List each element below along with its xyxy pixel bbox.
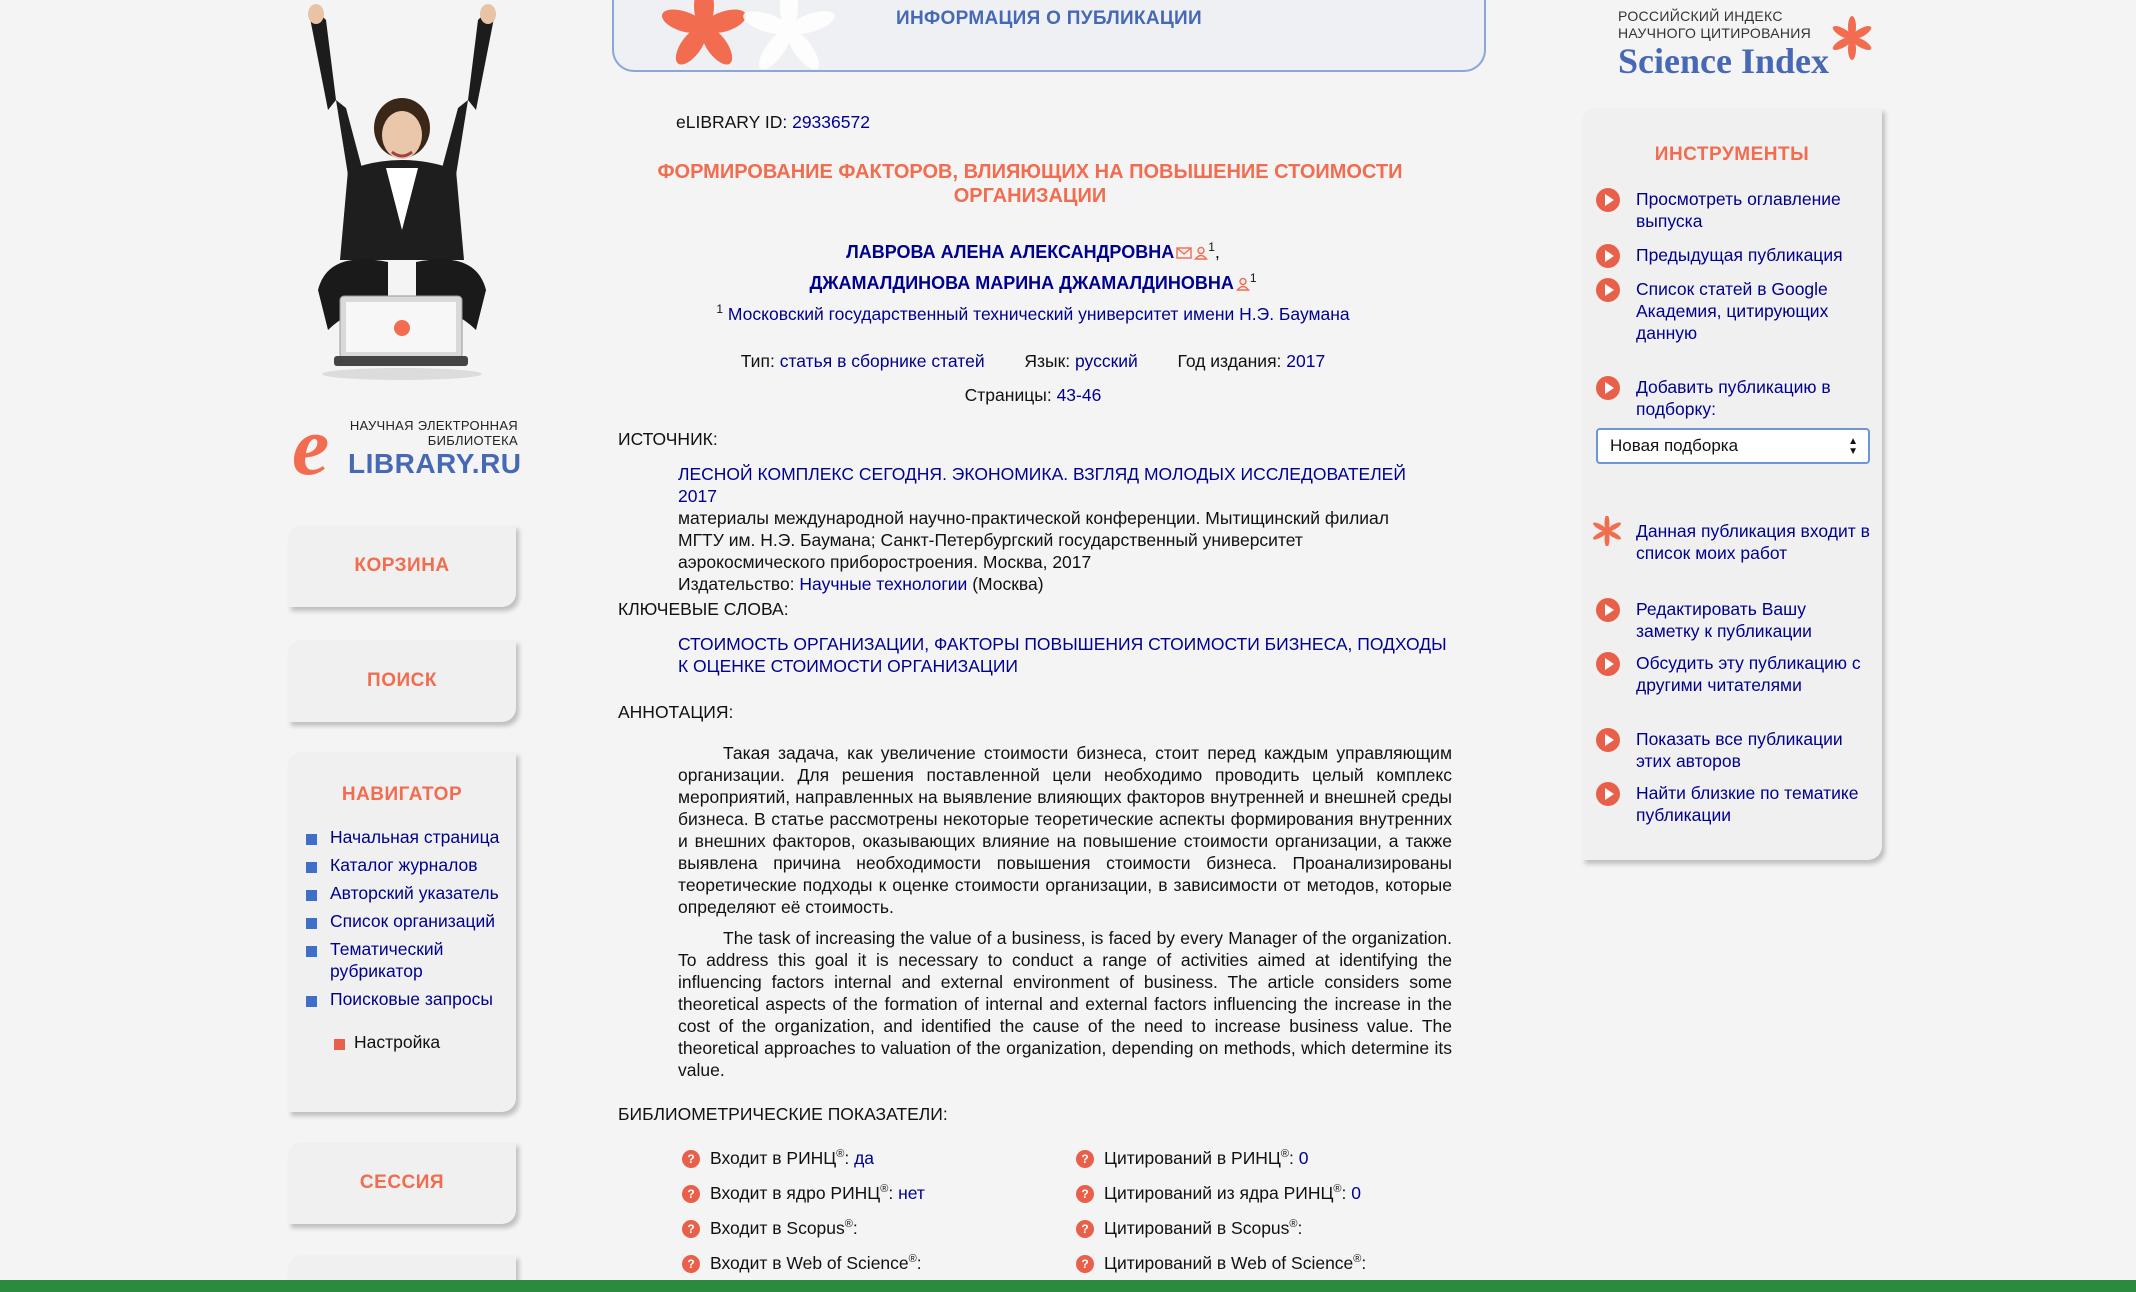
bib-value[interactable]: нет — [898, 1183, 925, 1203]
elibrary-logo-line1: НАУЧНАЯ ЭЛЕКТРОННАЯ — [349, 418, 518, 433]
collection-select[interactable] — [1596, 428, 1870, 464]
bib-value[interactable]: да — [854, 1148, 875, 1168]
tool-previous-publication[interactable] — [1636, 244, 1872, 266]
affiliation-sup: 1 — [716, 302, 724, 316]
bib-label: Входит в Scopus — [710, 1218, 845, 1238]
publisher-city: (Москва) — [972, 574, 1044, 594]
tool-label: Данная публикация входит в список моих работ — [1636, 521, 1870, 563]
select-arrows-icon: ▲ ▼ — [1848, 436, 1858, 457]
mail-icon[interactable] — [1176, 247, 1192, 259]
author-affiliation-sup: 1 — [1208, 240, 1215, 254]
bib-reg: ® — [1333, 1183, 1342, 1196]
help-icon[interactable]: ? — [1076, 1255, 1094, 1273]
help-icon[interactable]: ? — [682, 1255, 700, 1273]
abstract-en: The task of increasing the value of a business, is faced by every Manager of the organization. To address this goal it is necessary to conduct a range of activities aimed at identifying the influencing factors internal and external environment of business. The article considers some theoretical aspects of the formation of internal and external factors influencing the increase in the cost of the organization, and identified the cause of the need to increase business value. The theoretical approaches to valuation of the organization, depending on methods, which determine its value. — [678, 928, 1452, 1080]
bib-label: Входит в РИНЦ — [710, 1148, 837, 1168]
si-logo-line2: НАУЧНОГО ЦИТИРОВАНИЯ — [1618, 25, 1812, 41]
tool-google-scholar[interactable] — [1636, 278, 1872, 344]
nav-settings[interactable]: Настройка — [334, 1032, 516, 1053]
publication-info-header — [612, 0, 1486, 72]
navigator-list — [306, 826, 516, 1010]
arrow-right-icon — [1596, 278, 1620, 302]
bib-colon: : — [1341, 1183, 1347, 1203]
tool-label: Найти близкие по тематике публикации — [1636, 783, 1859, 825]
help-icon[interactable]: ? — [1076, 1220, 1094, 1238]
bib-value[interactable]: 0 — [1351, 1183, 1361, 1203]
bib-colon: : — [852, 1218, 858, 1238]
tool-label: Обсудить эту публикацию с другими читателями — [1636, 653, 1861, 695]
si-logo-line1: РОССИЙСКИЙ ИНДЕКС — [1618, 8, 1783, 24]
arrow-right-icon — [1596, 652, 1620, 676]
navigator-title: НАВИГАТОР — [341, 784, 463, 805]
authors-block — [618, 234, 1448, 296]
author-profile-icon[interactable] — [1194, 246, 1208, 260]
lang-label: Язык: — [1024, 351, 1071, 371]
bib-cites-wos — [1076, 1253, 1366, 1274]
nav-item-label: Каталог журналов — [330, 855, 478, 875]
session-label: СЕССИЯ — [359, 1172, 445, 1193]
elibrary-id-label: eLIBRARY ID: — [676, 112, 788, 132]
bib-colon: : — [1289, 1148, 1294, 1168]
publisher-label: Издательство: — [678, 574, 795, 594]
bib-colon: : — [1361, 1253, 1367, 1273]
nav-item-label: Тематический рубрикатор — [330, 939, 444, 981]
lang-value[interactable]: русский — [1075, 351, 1138, 371]
pages — [618, 385, 1448, 406]
tools-title: ИНСТРУМЕНТЫ — [1654, 144, 1810, 165]
arrow-right-icon — [1596, 188, 1620, 212]
type-value[interactable]: статья в сборнике статей — [779, 351, 985, 371]
tool-view-toc[interactable] — [1636, 188, 1872, 232]
tool-label: Просмотреть оглавление выпуска — [1636, 189, 1841, 231]
bib-reg: ® — [844, 1218, 853, 1231]
arrow-right-icon — [1596, 782, 1620, 806]
abstract-ru: Такая задача, как увеличение стоимости бизнеса, стоит перед каждым управляющим организации. Для решения поставленной цели необходимо проводить целый комплекс мероприятий, направленных на выявление влияющих факторов внутренней и внешней среды бизнеса. В статье рассмотрены некоторые теоретические аспекты формирования внутренних и внешних факторов, оказывающих влияние на повышение стоимости организации, а также выявлена причина необходимости повышения стоимости бизнеса. Проанализированы теоретические подходы к оценке стоимости организации, в зависимости от методов, которые определяют её стоимость. — [678, 743, 1452, 917]
cart-button[interactable] — [288, 525, 516, 607]
pages-value[interactable]: 43-46 — [1056, 385, 1102, 405]
keywords-heading: КЛЮЧЕВЫЕ СЛОВА: — [618, 599, 789, 619]
bib-colon: : — [844, 1148, 850, 1168]
publisher-name[interactable]: Научные технологии — [799, 574, 968, 594]
bib-label: Цитирований в Web of Science — [1104, 1253, 1354, 1273]
nav-item-authors[interactable] — [306, 882, 516, 904]
bib-colon: : — [916, 1253, 922, 1273]
tool-similar-publications[interactable] — [1636, 782, 1872, 826]
affiliation — [618, 302, 1448, 325]
author-row — [618, 265, 1448, 296]
publication-title: ФОРМИРОВАНИЕ ФАКТОРОВ, ВЛИЯЮЩИХ НА ПОВЫШЕНИЕ СТОИМОСТИ ОРГАНИЗАЦИИ — [657, 161, 1403, 207]
bib-reg: ® — [908, 1253, 917, 1266]
cart-label: КОРЗИНА — [354, 555, 450, 576]
navigator-panel — [288, 752, 516, 1112]
bibliometrics-heading: БИБЛИОМЕТРИЧЕСКИЕ ПОКАЗАТЕЛИ: — [618, 1104, 948, 1124]
year-value[interactable]: 2017 — [1286, 351, 1326, 371]
arrow-right-icon — [1596, 244, 1620, 268]
header-title: ИНФОРМАЦИЯ О ПУБЛИКАЦИИ — [896, 8, 1202, 29]
source-title[interactable]: ЛЕСНОЙ КОМПЛЕКС СЕГОДНЯ. ЭКОНОМИКА. ВЗГЛЯД МОЛОДЫХ ИССЛЕДОВАТЕЛЕЙ 2017 — [678, 464, 1406, 506]
nav-item-rubricator[interactable] — [306, 938, 516, 982]
help-icon[interactable]: ? — [682, 1150, 700, 1168]
bib-in-scopus — [682, 1218, 858, 1239]
hero-image-woman-with-laptop — [288, 0, 516, 385]
search-button[interactable] — [288, 640, 516, 722]
search-label: ПОИСК — [367, 670, 437, 691]
science-index-logo[interactable] — [1618, 8, 1878, 83]
tools-panel — [1582, 108, 1882, 860]
tool-add-to-collection[interactable] — [1636, 376, 1872, 420]
source-heading: ИСТОЧНИК: — [618, 429, 718, 449]
help-icon[interactable]: ? — [1076, 1185, 1094, 1203]
author-separator: , — [1214, 242, 1220, 262]
nav-item-label: Авторский указатель — [330, 883, 499, 903]
elibrary-logo-brand: LIBRARY.RU — [348, 448, 522, 479]
arrow-right-icon — [1596, 728, 1620, 752]
keyword-link[interactable]: СТОИМОСТЬ ОРГАНИЗАЦИИ — [678, 634, 925, 654]
source-description: материалы международной научно-практической конференции. Мытищинский филиал МГТУ им. Н.Э. Баумана; Санкт-Петербургский государственный университет аэрокосмического приборостроения. Москва, 2017 — [678, 508, 1389, 572]
keyword-link[interactable]: ПОДХОДЫ К ОЦЕНКЕ СТОИМОСТИ ОРГАНИЗАЦИИ — [678, 634, 1447, 676]
help-icon[interactable]: ? — [1076, 1150, 1094, 1168]
elibrary-logo[interactable] — [292, 400, 522, 493]
si-star-icon — [1832, 16, 1872, 60]
collection-selected-value: Новая подборка — [1610, 436, 1739, 455]
author-name[interactable]: ДЖАМАЛДИНОВА МАРИНА ДЖАМАЛДИНОВНА — [809, 273, 1234, 293]
bib-reg: ® — [836, 1148, 845, 1161]
author-affiliation-sup: 1 — [1249, 271, 1257, 285]
nav-item-label: Список организаций — [330, 911, 496, 931]
tool-discuss[interactable] — [1636, 652, 1872, 696]
source-block — [678, 463, 1438, 595]
nav-item-journals[interactable] — [306, 854, 516, 876]
tool-label: Редактировать Вашу заметку к публикации — [1636, 599, 1812, 641]
bib-label: Цитирований в РИНЦ — [1104, 1148, 1281, 1168]
elibrary-id — [676, 112, 870, 133]
tool-author-publications[interactable] — [1636, 728, 1872, 772]
help-icon[interactable]: ? — [682, 1185, 700, 1203]
nav-item-organizations[interactable] — [306, 910, 516, 932]
help-icon[interactable]: ? — [682, 1220, 700, 1238]
bib-label: Входит в Web of Science — [710, 1253, 909, 1273]
bib-cites-scopus — [1076, 1218, 1302, 1239]
publication-meta — [618, 351, 1448, 372]
abstract-heading: АННОТАЦИЯ: — [618, 702, 734, 722]
nav-item-label: Поисковые запросы — [330, 989, 493, 1009]
arrow-right-icon — [1596, 376, 1620, 400]
bib-cites-rinc — [1076, 1148, 1308, 1169]
tool-label: Добавить публикацию в подборку: — [1636, 377, 1831, 419]
year-label: Год издания: — [1177, 351, 1282, 371]
source-publisher — [678, 573, 1438, 595]
bottom-status-bar — [0, 1280, 2136, 1292]
bib-cites-rinc-core — [1076, 1183, 1361, 1204]
keyword-separator: , — [924, 634, 934, 654]
tool-label: Список статей в Google Академия, цитирующих данную — [1636, 279, 1829, 343]
keywords-list — [678, 633, 1458, 677]
bib-reg: ® — [1289, 1218, 1298, 1231]
bib-reg: ® — [1280, 1148, 1289, 1161]
keyword-separator: , — [1347, 634, 1358, 654]
tool-edit-note[interactable] — [1636, 598, 1872, 642]
asterisk-star-icon — [1592, 516, 1622, 546]
affiliation-name[interactable]: Московский государственный технический университет имени Н.Э. Баумана — [727, 303, 1350, 324]
nav-item-label: Начальная страница — [330, 827, 500, 847]
bib-reg: ® — [1353, 1253, 1362, 1266]
bib-colon: : — [888, 1183, 894, 1203]
nav-item-home[interactable] — [306, 826, 516, 848]
tool-label: Показать все публикации этих авторов — [1636, 729, 1843, 771]
author-profile-icon[interactable] — [1236, 277, 1250, 291]
elibrary-logo-tagline — [348, 418, 518, 448]
session-button[interactable] — [288, 1142, 516, 1224]
bib-in-rinc-core — [682, 1183, 925, 1204]
bib-label: Цитирований в Scopus — [1104, 1218, 1290, 1238]
bib-reg: ® — [880, 1183, 889, 1196]
bib-in-rinc — [682, 1148, 874, 1169]
bib-value[interactable]: 0 — [1298, 1148, 1309, 1168]
elibrary-id-value[interactable]: 29336572 — [792, 112, 870, 132]
bib-label: Входит в ядро РИНЦ — [710, 1183, 881, 1203]
arrow-right-icon — [1596, 598, 1620, 622]
bib-colon: : — [1297, 1218, 1303, 1238]
tool-label: Предыдущая публикация — [1636, 245, 1843, 265]
type-label: Тип: — [740, 351, 775, 371]
tool-in-my-works[interactable] — [1636, 520, 1872, 564]
bib-label: Цитирований из ядра РИНЦ — [1104, 1183, 1334, 1203]
author-row — [618, 234, 1448, 265]
bib-in-wos — [682, 1253, 922, 1274]
keyword-link[interactable]: ФАКТОРЫ ПОВЫШЕНИЯ СТОИМОСТИ БИЗНЕСА — [934, 634, 1348, 654]
elibrary-logo-line2: БИБЛИОТЕКА — [427, 433, 518, 448]
nav-item-queries[interactable] — [306, 988, 516, 1010]
si-logo-brand: Science Index — [1618, 41, 1829, 81]
elibrary-logo-initial: e — [292, 400, 330, 493]
pages-label: Страницы: — [964, 385, 1052, 405]
author-name[interactable]: ЛАВРОВА АЛЕНА АЛЕКСАНДРОВНА — [846, 242, 1175, 262]
